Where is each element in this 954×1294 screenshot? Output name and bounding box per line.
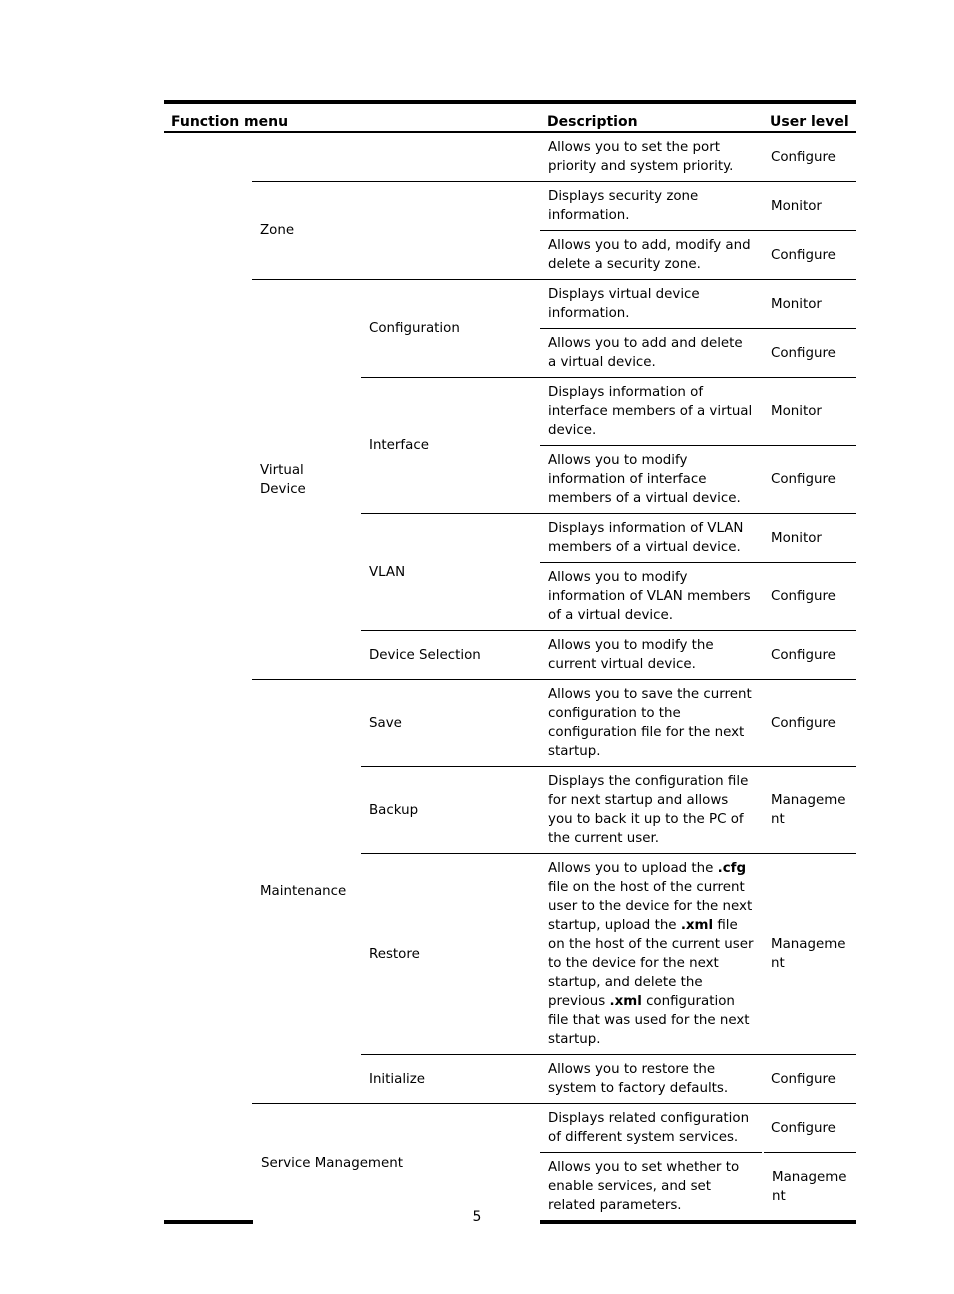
empty-cell [164, 1104, 252, 1153]
row-description: Displays virtual device information. [540, 280, 763, 329]
empty-cell [164, 854, 252, 1055]
table-row [164, 132, 856, 182]
table-row [164, 182, 856, 231]
desc-text: configuration file that was used for the next startup. [548, 994, 750, 1047]
row-description: Displays related configuration of different system services. [540, 1104, 763, 1153]
row-user-level: Configure [763, 1104, 856, 1153]
row-user-level: Monitor [763, 378, 856, 446]
empty-cell [164, 446, 252, 514]
row-user-level: Monitor [763, 514, 856, 563]
row-description: Allows you to add and delete a virtual device. [540, 329, 763, 378]
table-row [164, 680, 856, 767]
empty-cell [164, 680, 252, 767]
xml-keyword: .xml [609, 994, 642, 1009]
submenu-cell-initialize: Initialize [361, 1055, 540, 1104]
row-user-level: Configure [763, 329, 856, 378]
row-user-level: Configure [763, 1055, 856, 1104]
row-user-level: Manageme nt [763, 1153, 856, 1223]
row-description: Displays information of interface members of a virtual device. [540, 378, 763, 446]
submenu-cell-restore: Restore [361, 854, 540, 1055]
row-user-level: Manageme nt [763, 767, 856, 854]
desc-text: Allows you to upload the [548, 861, 718, 876]
header-description: Description [540, 102, 763, 132]
page-number: 5 [472, 1209, 482, 1225]
desc-text: file on the host of the current user to the device for the next startup, and delete the previous [548, 918, 754, 1009]
empty-cell [164, 182, 252, 231]
cfg-keyword: .cfg [717, 861, 747, 876]
table-header-row [164, 102, 856, 132]
table-row [164, 1104, 856, 1153]
empty-cell [164, 378, 252, 446]
row-description: Displays security zone information. [540, 182, 763, 231]
row-description: Allows you to set the port priority and system priority. [548, 140, 734, 174]
row-description: Allows you to save the current configuration to the configuration file for the next startup. [540, 680, 763, 767]
row-description [540, 854, 763, 1055]
row-description: Allows you to add, modify and delete a security zone. [540, 231, 763, 280]
row-user-level: Configure [763, 446, 856, 514]
row-user-level: Configure [763, 631, 856, 680]
empty-cell [164, 329, 252, 378]
submenu-cell-vlan: VLAN [361, 514, 540, 631]
submenu-cell-configuration: Configuration [361, 280, 540, 378]
row-description: Displays information of VLAN members of a virtual device. [540, 514, 763, 563]
row-user-level: Configure [763, 231, 856, 280]
empty-cell [164, 767, 252, 854]
row-description: Allows you to modify information of interface members of a virtual device. [540, 446, 763, 514]
menu-cell-virtual-device: Virtual Device [252, 280, 361, 680]
row-description: Allows you to restore the system to factory defaults. [540, 1055, 763, 1104]
row-user-level: Monitor [763, 280, 856, 329]
desc-text: file on the host of the current user to the device for the next startup, upload the [548, 880, 753, 933]
submenu-cell-device-selection: Device Selection [361, 631, 540, 680]
empty-cell [164, 132, 252, 182]
xml-keyword: .xml [680, 918, 714, 933]
row-user-level: Monitor [763, 182, 856, 231]
row-description: Displays the configuration file for next startup and allows you to back it up to the PC of the current user. [540, 767, 763, 854]
row-description: Allows you to set whether to enable services, and set related parameters. [540, 1153, 763, 1223]
function-menu-table [164, 100, 856, 1224]
row-user-level: Configure [763, 563, 856, 631]
row-user-level: Configure [763, 680, 856, 767]
empty-cell [164, 231, 252, 280]
submenu-cell-interface: Interface [361, 378, 540, 514]
row-description: Allows you to modify information of VLAN members of a virtual device. [540, 563, 763, 631]
empty-cell [252, 132, 540, 182]
empty-cell [164, 514, 252, 563]
empty-cell [164, 1055, 252, 1104]
row-user-level: Manageme nt [763, 854, 856, 1055]
row-user-level: Configure [771, 149, 836, 165]
empty-cell [164, 563, 252, 631]
table-row [164, 280, 856, 329]
row-description: Allows you to modify the current virtual device. [540, 631, 763, 680]
empty-cell [164, 631, 252, 680]
menu-cell-zone: Zone [252, 182, 540, 280]
header-function-menu: Function menu [164, 102, 540, 132]
menu-cell-maintenance: Maintenance [252, 680, 361, 1104]
empty-cell [164, 280, 252, 329]
submenu-cell-save: Save [361, 680, 540, 767]
header-user-level: User level [763, 102, 856, 132]
menu-cell-service-management: Service Management [252, 1104, 540, 1223]
submenu-cell-backup: Backup [361, 767, 540, 854]
